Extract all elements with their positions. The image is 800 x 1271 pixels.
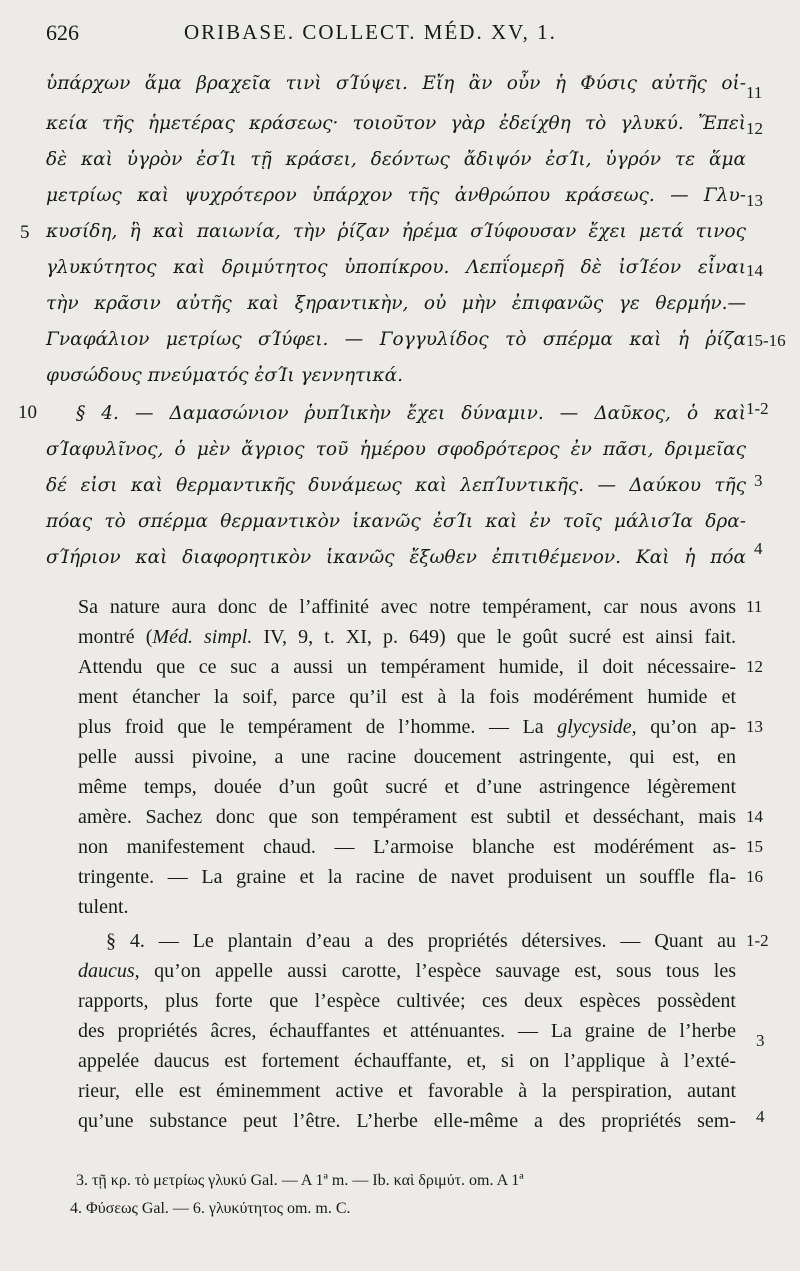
greek-line: δὲ καὶ ὑγρὸν ἐσΊι τῇ κράσει, δεόντως ἄδιψόν ἐσΊι, ὑγρόν τε ἅμα <box>46 149 746 170</box>
running-title: ORIBASE. COLLECT. MÉD. XV, 1. <box>184 20 557 44</box>
margin-number: 1-2 <box>746 931 769 950</box>
page-number: 626 <box>46 20 79 45</box>
french-line: rieur, elle est éminemment active et favorable à la perspiration, autant <box>78 1080 736 1102</box>
margin-number: 14 <box>746 807 763 826</box>
margin-number: 4 <box>756 1107 765 1126</box>
french-line: § 4. — Le plantain d’eau a des propriétés détersives. — Quant au <box>106 930 736 952</box>
margin-number: 15 <box>746 837 763 856</box>
french-line: rapports, plus forte que l’espèce cultivée; ces deux espèces possèdent <box>78 990 736 1012</box>
greek-line: δέ εἰσι καὶ θερμαντικῆς δυνάμεως καὶ λεπΊυντικῆς. — Δαύκου τῆς <box>46 475 746 496</box>
margin-number: 3 <box>754 471 763 490</box>
greek-line: κυσίδη, ἣ καὶ παιωνία, τὴν ῥίζαν ἠρέμα σΊύφουσαν ἔχει μετά τινος <box>46 221 746 242</box>
french-line: pelle aussi pivoine, a une racine doucement astringente, qui est, en <box>78 746 736 768</box>
greek-line: φυσώδους πνεύματός ἐσΊι γεννητικά. <box>46 365 404 386</box>
margin-number: 15-16 <box>746 331 786 350</box>
greek-line: σΊήριον καὶ διαφορητικὸν ἱκανῶς ἔξωθεν ἐπιτιθέμενον. Καὶ ἡ πόα <box>46 547 746 568</box>
greek-line: ὑπάρχων ἅμα βραχεῖα τινὶ σΊύψει. Εἴη ἂν οὖν ἡ Φύσις αὐτῆς οἰ- <box>46 73 746 94</box>
margin-number: 1-2 <box>746 399 769 418</box>
french-line: Attendu que ce suc a aussi un tempérament humide, il doit nécessaire- <box>78 656 736 678</box>
french-line: appelée daucus est fortement échauffante, et, si on l’applique à l’exté- <box>78 1050 736 1072</box>
french-line: Sa nature aura donc de l’affinité avec notre tempérament, car nous avons <box>78 596 736 618</box>
greek-line: γλυκύτητος καὶ δριμύτητος ὑποπίκρου. Λεπΐομερῆ δὲ ἰσΊέον εἶναι <box>46 257 746 278</box>
french-line: daucus, qu’on appelle aussi carotte, l’espèce sauvage est, sous tous les <box>78 960 736 982</box>
french-line: même temps, douée d’un goût sucré et d’une astringence légèrement <box>78 776 736 798</box>
margin-number: 13 <box>746 717 763 736</box>
margin-number: 11 <box>746 597 763 616</box>
margin-number: 3 <box>756 1031 765 1050</box>
running-header <box>46 18 746 54</box>
footnote-line: 3. τῇ κρ. τὸ μετρίως γλυκύ Gal. — A 1ª m. — Ib. καὶ δριμύτ. om. A 1ª <box>76 1172 524 1189</box>
citation-title: Méd. simpl. <box>152 626 253 648</box>
greek-line: § 4. — Δαμασώνιον ῥυπΊικὴν ἔχει δύναμιν. — Δαῦκος, ὁ καὶ <box>76 403 746 424</box>
margin-number: 16 <box>746 867 763 886</box>
margin-number: 12 <box>746 657 763 676</box>
french-line: amère. Sachez donc que son tempérament est subtil et desséchant, mais <box>78 806 736 828</box>
greek-line: Γναφάλιον μετρίως σΊύφει. — Γογγυλίδος τὸ σπέρμα καὶ ἡ ῥίζα <box>46 329 746 350</box>
french-line: plus froid que le tempérament de l’homme. — La glycyside, qu’on ap- <box>78 716 736 738</box>
greek-line: πόας τὸ σπέρμα θερμαντικὸν ἱκανῶς ἐσΊι καὶ ἐν τοῖς μάλισΊα δρα- <box>46 511 746 532</box>
greek-line: κεία τῆς ἡμετέρας κράσεως· τοιοῦτον γὰρ ἐδείχθη τὸ γλυκύ. Ἔπεὶ <box>46 113 746 134</box>
french-line: des propriétés âcres, échauffantes et atténuantes. — La graine de l’herbe <box>78 1020 736 1042</box>
footnote-line: 4. Φύσεως Gal. — 6. γλυκύτητος om. m. C. <box>70 1200 351 1217</box>
margin-number: 11 <box>746 83 763 102</box>
greek-line: σΊαφυλῖνος, ὁ μὲν ἄγριος τοῦ ἡμέρου σφοδρότερος ἐν πᾶσι, δριμεῖας <box>46 439 746 460</box>
line-number: 10 <box>18 402 37 423</box>
french-line: ment étancher la soif, parce qu’il est à la fois modérément humide et <box>78 686 736 708</box>
italic-term: daucus, <box>78 960 140 982</box>
french-line: montré (Méd. simpl. IV, 9, t. XI, p. 649) que le goût sucré est ainsi fait. <box>78 626 736 648</box>
french-line: tulent. <box>78 896 129 918</box>
greek-line: μετρίως καὶ ψυχρότερον ὑπάρχον τῆς ἀνθρώπου κράσεως. — Γλυ- <box>46 185 746 206</box>
greek-line: τὴν κρᾶσιν αὐτῆς καὶ ξηραντικὴν, οὐ μὴν ἐπιφανῶς γε θερμήν.— <box>46 293 746 314</box>
french-line: tringente. — La graine et la racine de navet produisent un souffle fla- <box>78 866 736 888</box>
margin-number: 13 <box>746 191 763 210</box>
margin-number: 12 <box>746 119 763 138</box>
french-line: non manifestement chaud. — L’armoise blanche est modérément as- <box>78 836 736 858</box>
margin-number: 14 <box>746 261 763 280</box>
line-number: 5 <box>20 222 30 243</box>
italic-term: glycyside, <box>557 716 637 738</box>
french-line: qu’une substance peut l’être. L’herbe elle-même a des propriétés sem- <box>78 1110 736 1132</box>
margin-number: 4 <box>754 539 763 558</box>
